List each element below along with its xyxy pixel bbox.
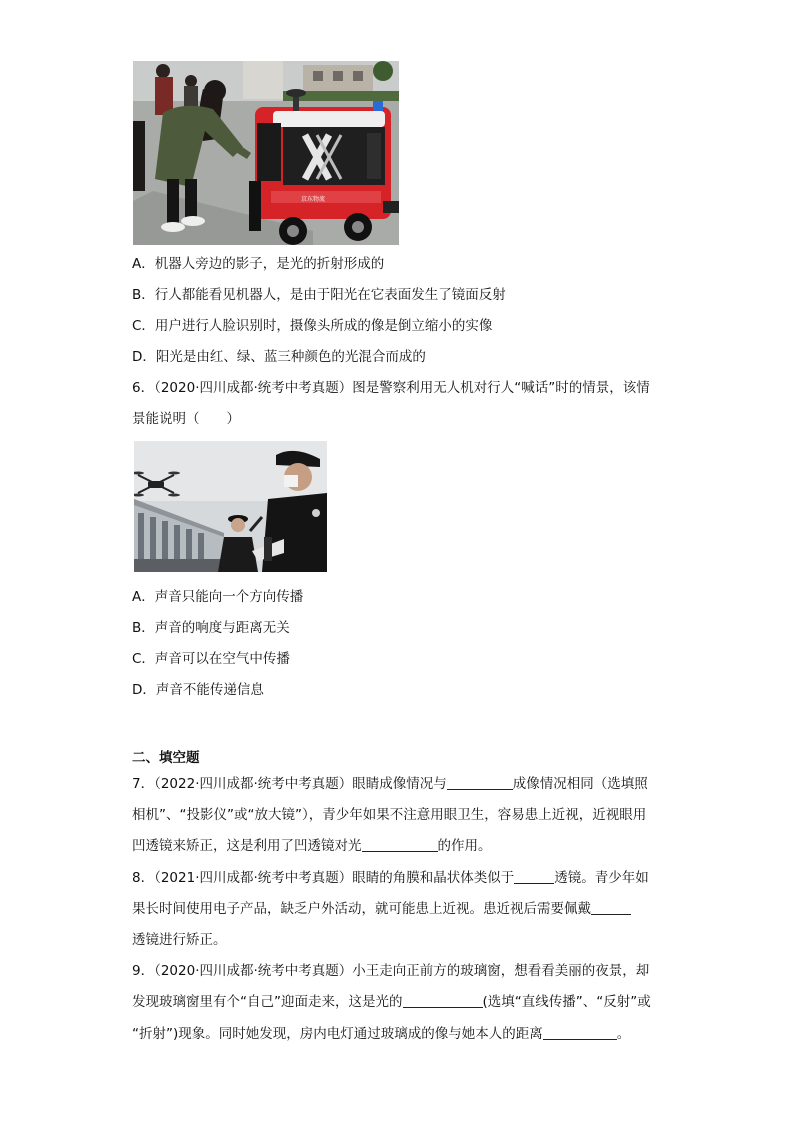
police-drone-photo bbox=[134, 441, 327, 572]
q9-line2 bbox=[132, 992, 651, 1012]
section-title: 二、填空题 bbox=[132, 750, 200, 766]
q7-line3-a: 凹透镜来矫正，这是利用了凹透镜对光 bbox=[132, 838, 362, 854]
q7-line3-b: 的作用。 bbox=[437, 838, 492, 854]
police-drone-illustration bbox=[134, 441, 327, 572]
q9-line1: 9．（2020·四川成都·统考中考真题）小王走向正前方的玻璃窗，想看看美丽的夜景，却 bbox=[132, 963, 650, 979]
q9-line2-b: (选填“直线传播”、“反射”或 bbox=[482, 994, 651, 1010]
q8-line2 bbox=[132, 899, 631, 919]
q9-line3-b: 。 bbox=[616, 1026, 631, 1042]
q6-option-b: B．声音的响度与距离无关 bbox=[132, 620, 290, 636]
q5-option-b: B．行人都能看见机器人，是由于阳光在它表面发生了镜面反射 bbox=[132, 287, 506, 303]
q8-line1-a: 8．（2021·四川成都·统考中考真题）眼睛的角膜和晶状体类似于 bbox=[132, 870, 515, 886]
q9-line3 bbox=[132, 1024, 630, 1044]
q6-option-c: C．声音可以在空气中传播 bbox=[132, 651, 290, 667]
q8-line2-a: 果长时间使用电子产品，缺乏户外活动，就可能患上近视。患近视后需要佩戴 bbox=[132, 901, 591, 917]
q7-line1-b: 成像情况相同（选填照 bbox=[512, 776, 648, 792]
q8-line1-b: 透镜。青少年如 bbox=[554, 870, 649, 886]
q8-line1 bbox=[132, 868, 649, 888]
q6-stem-line2: 景能说明（ ） bbox=[132, 411, 240, 427]
robot-side-label: 京东物流 bbox=[301, 196, 326, 203]
q7-line1 bbox=[132, 774, 648, 794]
q9-line3-a: “折射”)现象。同时她发现，房内电灯通过玻璃成的像与她本人的距离 bbox=[132, 1026, 543, 1042]
q7-blank-1[interactable] bbox=[447, 775, 513, 790]
q8-blank-2[interactable] bbox=[591, 900, 631, 915]
q7-line1-a: 7．（2022·四川成都·统考中考真题）眼睛成像情况与 bbox=[132, 776, 447, 792]
q6-option-a: A．声音只能向一个方向传播 bbox=[132, 589, 304, 605]
q5-option-c: C．用户进行人脸识别时，摄像头所成的像是倒立缩小的实像 bbox=[132, 318, 493, 334]
q9-line2-a: 发现玻璃窗里有个“自己”迎面走来，这是光的 bbox=[132, 994, 403, 1010]
q6-stem-line1: 6．（2020·四川成都·统考中考真题）图是警察利用无人机对行人“喊话”时的情景，该情 bbox=[132, 380, 650, 396]
robot-photo-illustration bbox=[133, 61, 399, 245]
robot-photo bbox=[133, 61, 399, 245]
q5-option-d: D．阳光是由红、绿、蓝三种颜色的光混合而成的 bbox=[132, 349, 426, 365]
q7-line3 bbox=[132, 836, 492, 856]
q9-blank-1[interactable] bbox=[403, 993, 483, 1008]
q8-line3: 透镜进行矫正。 bbox=[132, 932, 227, 948]
q5-option-a: A．机器人旁边的影子，是光的折射形成的 bbox=[132, 256, 385, 272]
q7-line2: 相机”、“投影仪”或“放大镜”），青少年如果不注意用眼卫生，容易患上近视，近视眼用 bbox=[132, 807, 647, 823]
q6-option-d: D．声音不能传递信息 bbox=[132, 682, 264, 698]
q8-blank-1[interactable] bbox=[514, 869, 554, 884]
q9-blank-2[interactable] bbox=[543, 1025, 617, 1040]
q7-blank-2[interactable] bbox=[362, 837, 438, 852]
